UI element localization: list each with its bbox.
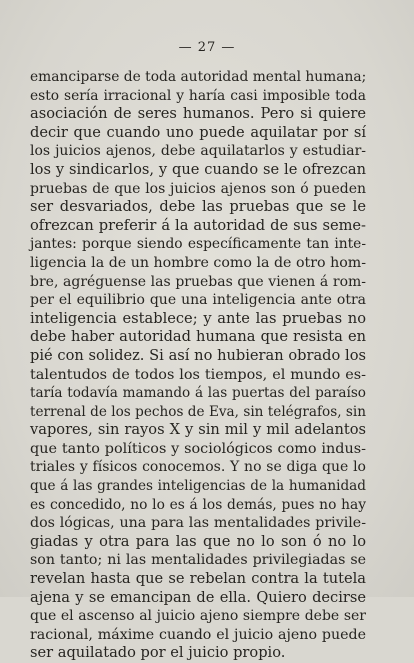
text-line: es concedido, no lo es á los demás, pues no hay: [30, 496, 366, 513]
text-line: ser aquilatado por el juicio propio.: [30, 644, 286, 662]
text-line: pié con solidez. Si así no hubieran obrado los: [30, 346, 366, 364]
text-line: asociación de seres humanos. Pero si quiere: [30, 105, 366, 123]
text-line: pruebas de que los juicios ajenos son ó pueden: [30, 180, 366, 197]
text-line: talentudos de todos los tiempos, el mundo es-: [30, 366, 366, 383]
text-line: dos lógicas, una para las mentalidades privile-: [30, 515, 366, 532]
text-line: ofrezcan preferir á la autoridad de sus seme-: [30, 216, 366, 234]
text-line: emanciparse de toda autoridad mental humana;: [30, 69, 367, 85]
text-line: racional, máxime cuando el juicio ajeno puede: [30, 626, 366, 643]
text-line: giadas y otra para las que no lo son ó no lo: [30, 532, 366, 550]
text-line: bre, agréguense las pruebas que vienen á rom-: [30, 273, 366, 290]
body-text: [30, 68, 366, 663]
text-line: triales y físicos conocemos. Y no se diga que lo: [30, 459, 366, 476]
text-line: los juicios ajenos, debe aquilatarlos y estudiar-: [30, 143, 366, 160]
page-number: — 27 —: [178, 40, 236, 55]
text-line: debe haber autoridad humana que resista en: [30, 328, 366, 346]
text-line: que á las grandes inteligencias de la humanidad: [30, 478, 366, 495]
text-line: taría todavía mamando á las puertas del paraíso: [30, 385, 366, 402]
text-line: ser desvariados, debe las pruebas que se le: [30, 198, 366, 216]
text-line: revelan hasta que se rebelan contra la tutela: [30, 570, 366, 588]
text-line: terrenal de los pechos de Eva, sin telégrafos, sin: [30, 403, 366, 420]
text-line: ajena y se emancipan de ella. Quiero decirse: [30, 588, 366, 606]
text-line: decir que cuando uno puede aquilatar por sí: [30, 123, 366, 141]
text-line: per el equilibrio que una inteligencia ante otra: [30, 292, 366, 309]
text-line: ligencia la de un hombre como la de otro hom-: [30, 254, 366, 271]
text-line: jantes: porque siendo específicamente tan inte-: [30, 236, 366, 253]
text-line: son tanto; ni las mentalidades privilegiadas se: [30, 552, 366, 569]
text-line: que tanto políticos y sociológicos como indus-: [30, 440, 366, 457]
text-line: que el ascenso al juicio ajeno siempre debe ser: [30, 608, 366, 625]
text-line: inteligencia establece; y ante las pruebas no: [30, 309, 366, 327]
text-line: esto sería irracional y haría casi imposible toda: [30, 87, 366, 104]
text-line: vapores, sin rayos X y sin mil y mil adelantos: [30, 421, 366, 439]
text-line: los y sindicarlos, y que cuando se le ofrezcan: [30, 160, 366, 178]
